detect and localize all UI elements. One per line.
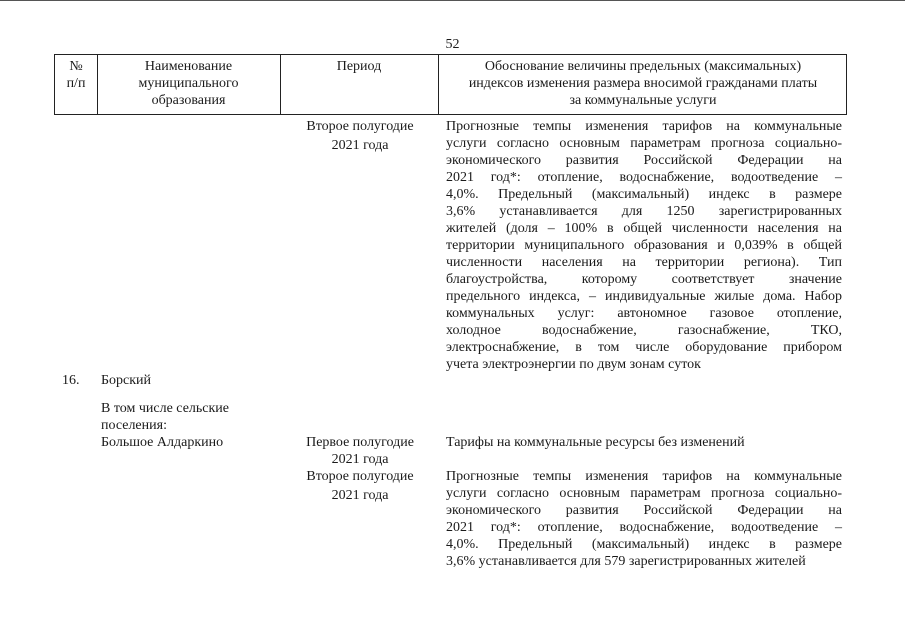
settlement-name: Большое Алдаркино — [101, 435, 224, 450]
top-rule — [0, 0, 905, 1]
basis-text-block2: Прогнозные темпы изменения тарифов на коммунальные услуги согласно основным параметрам прогноза социально- экономического развития Российской Федерации на 2021 год*: отопление, водоснабжение, водоотведение – 4,0%. Предельный (максимальный) индекс в размере 3,6% устанавливается для 579 зарегистрированных жителей — [446, 469, 842, 569]
header-col-no: № п/п — [66, 59, 86, 91]
period-cell: Первое полугодие 2021 года — [306, 435, 414, 467]
row-number: 16. — [62, 373, 80, 388]
header-col-name: Наименование муниципального образования — [138, 59, 239, 108]
header-col-period: Период — [336, 59, 382, 74]
settlements-label: В том числе сельские поселения: — [101, 401, 230, 433]
page-number: 52 — [445, 37, 460, 52]
municipality-name: Борский — [101, 373, 152, 388]
basis-text-unchanged: Тарифы на коммунальные ресурсы без изменений — [446, 435, 745, 450]
table-header — [54, 54, 847, 115]
header-col-basis: Обоснование величины предельных (максимальных) индексов изменения размера вносимой гражданами платы за коммунальные услуги — [468, 59, 818, 108]
basis-text-block1: Прогнозные темпы изменения тарифов на коммунальные услуги согласно основным параметрам прогноза социально- экономического развития Российской Федерации на 2021 год*: отопление, водоснабжение, водоотведение – 4,0%. Предельный (максимальный) индекс в размере 3,6% устанавливается для 1250 зарегистрированных жителей (доля – 100% в общей численности населения на территории муниципального образования и 0,039% в общей численности населения на территории региона). Тип благоустройства, которому соответствует значение предельного индекса, – индивидуальные жилые дома. Набор коммунальных услуг: автономное газовое отопление, холодное водоснабжение, газоснабжение, ТКО, электроснабжение, в том числе оборудование прибором учета электроэнергии по двум зонам суток — [446, 119, 842, 372]
period-cell: Второе полугодие 2021 года — [306, 119, 414, 153]
period-cell: Второе полугодие 2021 года — [306, 469, 414, 503]
